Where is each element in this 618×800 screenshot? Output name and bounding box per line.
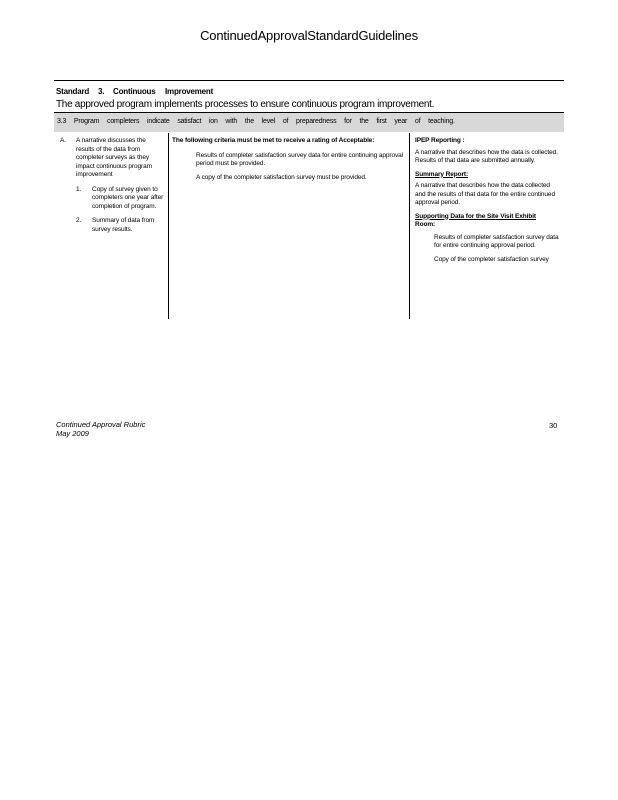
ipep-heading: IPEP Reporting : — [415, 137, 465, 144]
supporting-list — [434, 234, 560, 265]
column-divider-2 — [409, 133, 410, 319]
evidence-column — [60, 137, 165, 240]
supporting-heading: Supporting Data for the Site Visit Exhibit — [415, 212, 536, 220]
evidence-subitems — [76, 186, 165, 235]
subitem-label: 2. — [76, 217, 82, 224]
subitem-text: Summary of data from survey results. — [92, 217, 155, 233]
page-number: 30 — [549, 421, 558, 430]
item-label: A. — [60, 137, 66, 144]
summary-text: A narrative that describes how the data collected and the results of that data for the entire continued approval period. — [415, 182, 555, 206]
supporting-item: Results of completer satisfaction survey data for entire continuing approval period. — [434, 233, 559, 249]
standard-number: 3. — [98, 87, 105, 96]
reporting-column — [415, 137, 560, 269]
item-text: A narrative discusses the results of the data from completer surveys as they impact continuous program improvement — [76, 137, 152, 178]
criteria-intro: The following criteria must be met to receive a rating of Acceptable: — [172, 137, 375, 144]
ipep-text: A narrative that describes how the data is collected. Results of that data are submitted annually. — [415, 148, 558, 164]
standard-name-part2: Improvement — [165, 87, 214, 96]
criteria-column — [172, 137, 404, 187]
subitem-text: Copy of survey given to completers one year after completion of program. — [92, 185, 164, 210]
indicator-row — [54, 112, 564, 132]
footer-line-1: Continued Approval Rubric — [56, 420, 146, 429]
supporting-heading-room: Room: — [415, 221, 436, 228]
subitem-label: 1. — [76, 185, 82, 193]
criteria-item: Results of completer satisfaction survey data for entire continuing approval period must be provided. — [196, 151, 404, 167]
footer — [56, 420, 145, 438]
list-item — [76, 186, 165, 212]
footer-line-2: May 2009 — [56, 429, 89, 438]
evidence-item-a — [60, 137, 165, 180]
criteria-list — [196, 152, 404, 183]
standard-description: The approved program implements processes to ensure continuous program improvement. — [56, 99, 435, 110]
indicator-text: 3.3 Program completers indicate satisfact ion with the level of preparedness for the first year of teaching. — [57, 118, 455, 125]
list-item — [76, 217, 165, 234]
top-rule — [54, 80, 564, 81]
standard-label: Standard — [56, 87, 90, 96]
supporting-item: Copy of the completer satisfaction survey — [434, 255, 549, 263]
criteria-item: A copy of the completer satisfaction survey must be provided. — [196, 173, 367, 181]
standard-name-part1: Continuous — [113, 87, 156, 96]
standard-heading — [56, 87, 213, 96]
page-title: ContinuedApprovalStandardGuidelines — [200, 28, 418, 43]
summary-heading: Summary Report: — [415, 170, 469, 178]
column-divider-1 — [168, 133, 169, 319]
